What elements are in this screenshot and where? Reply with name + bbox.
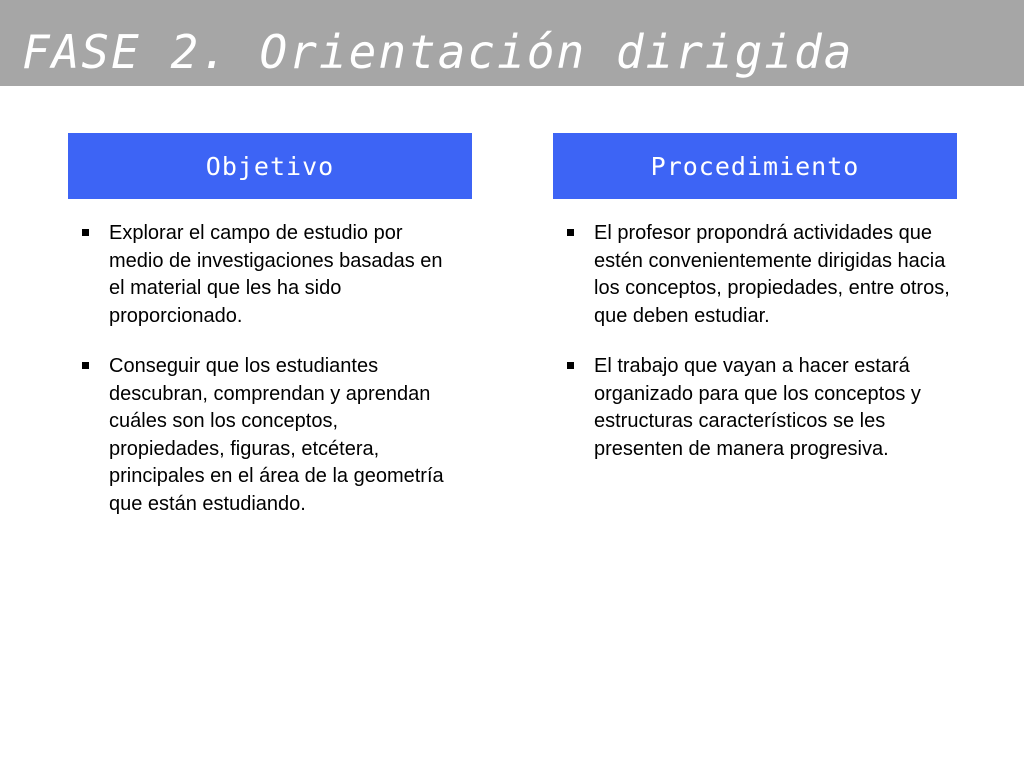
bullet-text: El trabajo que vayan a hacer estará organizado para que los conceptos y estructuras característicos se les presenten de manera progresiva.	[594, 355, 921, 460]
objetivo-header	[68, 133, 472, 199]
objetivo-header-label: Objetivo	[205, 151, 335, 181]
bullet-text: Explorar el campo de estudio por medio de investigaciones basadas en el material que les ha sido proporcionado.	[109, 222, 443, 327]
bullet-text: Conseguir que los estudiantes descubran, comprendan y aprendan cuáles son los conceptos, propiedades, figuras, etcétera, principales en el área de la geometría que están estudiando.	[109, 355, 444, 515]
title-bar	[0, 0, 1024, 86]
procedimiento-bullet-list	[565, 220, 950, 486]
list-item	[80, 353, 450, 518]
bullet-text: El profesor propondrá actividades que estén convenientemente dirigidas hacia los conceptos, propiedades, entre otros, que deben estudiar.	[594, 222, 950, 327]
objetivo-bullet-list	[80, 220, 450, 541]
list-item	[565, 220, 950, 330]
procedimiento-header	[553, 133, 957, 199]
slide-title: FASE 2. Orientación dirigida	[22, 25, 854, 79]
square-bullet-icon	[82, 362, 89, 369]
list-item	[565, 353, 950, 463]
procedimiento-header-label: Procedimiento	[650, 151, 860, 181]
square-bullet-icon	[567, 362, 574, 369]
square-bullet-icon	[82, 229, 89, 236]
square-bullet-icon	[567, 229, 574, 236]
list-item	[80, 220, 450, 330]
